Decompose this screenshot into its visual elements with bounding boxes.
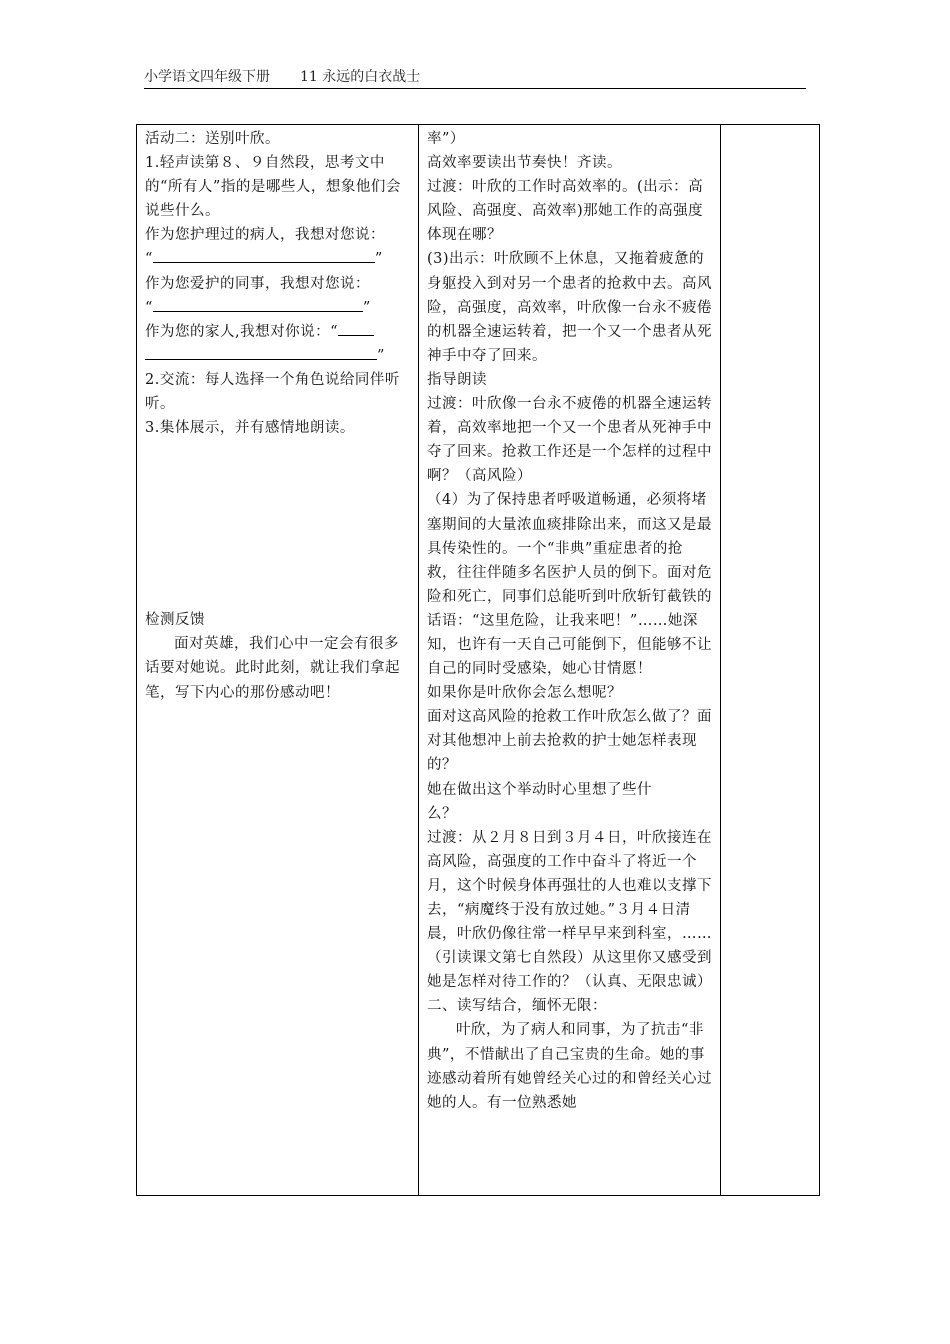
task-2: 2.交流：每人选择一个角色说给同伴听听。 bbox=[145, 371, 400, 413]
guidance-line: 她在做出这个举动时心里想了些什么？ bbox=[427, 781, 652, 822]
closing-paragraph: 叶欣，为了病人和同事，为了抗击“非典”，不惜献出了自己宝贵的生命。她的事迹感动着所有她曾经关心过的和曾经关心过她的人。有一位熟悉她 bbox=[427, 1022, 712, 1111]
answer-line-patient: “ ” bbox=[145, 247, 410, 271]
guidance-line: 面对这高风险的抢救工作叶欣怎么做了？面对其他想冲上前去抢救的护士她怎样表现的？ bbox=[427, 709, 712, 774]
guidance-line: 二、读写结合，缅怀无限： bbox=[427, 998, 607, 1015]
guidance-line: （4）为了保持患者呼吸道畅通，必须将堵塞期间的大量浓血痰排除出来，而这又是最具传染性的。一个“非典”重症患者的抢救，往往伴随多名医护人员的倒下。面对危险和死亡，同事们总能听到叶欣斩钉截铁的话语：“这里危险，让我来吧！”……她深知，也许有一天自己可能倒下，但能够不让自己的同时受感染，她心甘情愿！ bbox=[427, 492, 712, 678]
guidance-line: 过渡：从２月８日到３月４日，叶欣接连在高风险，高强度的工作中奋斗了将近一个月，这个时候身体再强壮的人也难以支撑下去，“病魔终于没有放过她。”３月４日清晨，叶欣仍像往常一样早早来到科室，……（引读课文第七自然段）从这里你又感受到她是怎样对待工作的？（认真、无限忠诚） bbox=[427, 829, 712, 991]
task-3: 3.集体展示，并有感情地朗读。 bbox=[145, 420, 355, 437]
guidance-line: 高效率要读出节奏快！齐读。 bbox=[427, 155, 622, 172]
table-row bbox=[137, 125, 820, 1196]
guidance-line: (3)出示：叶欣顾不上休息，又拖着疲惫的身躯投入到对另一个患者的抢救中去。高风险，高强度，高效率，叶欣像一台永不疲倦的机器全速运转着，把一个又一个患者从死神手中夺了回来。 bbox=[427, 251, 712, 364]
page-header bbox=[144, 66, 806, 89]
lesson-title: 11 永远的白衣战士 bbox=[300, 69, 421, 85]
guidance-line: 过渡：叶欣的工作时高效率的。(出示：高风险、高强度、高效率)那她工作的高强度体现在哪？ bbox=[427, 179, 704, 244]
student-activity-cell bbox=[137, 125, 419, 1196]
guidance-line: 过渡：叶欣像一台永不疲倦的机器全速运转着，高效率地把一个又一个患者从死神手中夺了回来。抢救工作还是一个怎样的过程中啊？（高风险） bbox=[427, 396, 712, 485]
guidance-line: 指导朗读 bbox=[427, 371, 487, 388]
teacher-guidance-cell bbox=[419, 125, 721, 1196]
feedback-title: 检测反馈 bbox=[145, 612, 205, 629]
lesson-plan-table bbox=[136, 124, 820, 1196]
prompt-colleague: 作为您爱护的同事，我想对您说： bbox=[145, 275, 370, 292]
task-1: 1.轻声读第８、９自然段，思考文中的“所有人”指的是哪些人，想象他们会说些什么。 bbox=[145, 155, 401, 220]
prompt-patient: 作为您护理过的病人，我想对您说： bbox=[145, 227, 385, 244]
guidance-line: 如果你是叶欣你会怎么想呢？ bbox=[427, 685, 622, 702]
guidance-line: 率”） bbox=[427, 131, 465, 147]
answer-line-colleague: “ ” bbox=[145, 296, 410, 320]
course-title: 小学语文四年级下册 bbox=[144, 69, 270, 85]
answer-line-family-cont: ” bbox=[145, 344, 410, 368]
activity-title: 活动二：送别叶欣。 bbox=[145, 131, 280, 147]
feedback-text: 面对英雄，我们心中一定会有很多话要对她说。此时此刻，就让我们拿起笔，写下内心的那份感动吧！ bbox=[145, 636, 400, 701]
answer-line-family: 作为您的家人,我想对你说：“ bbox=[145, 320, 410, 344]
prompt-family: 作为您的家人,我想对你说： bbox=[145, 323, 331, 340]
notes-cell bbox=[721, 125, 820, 1196]
